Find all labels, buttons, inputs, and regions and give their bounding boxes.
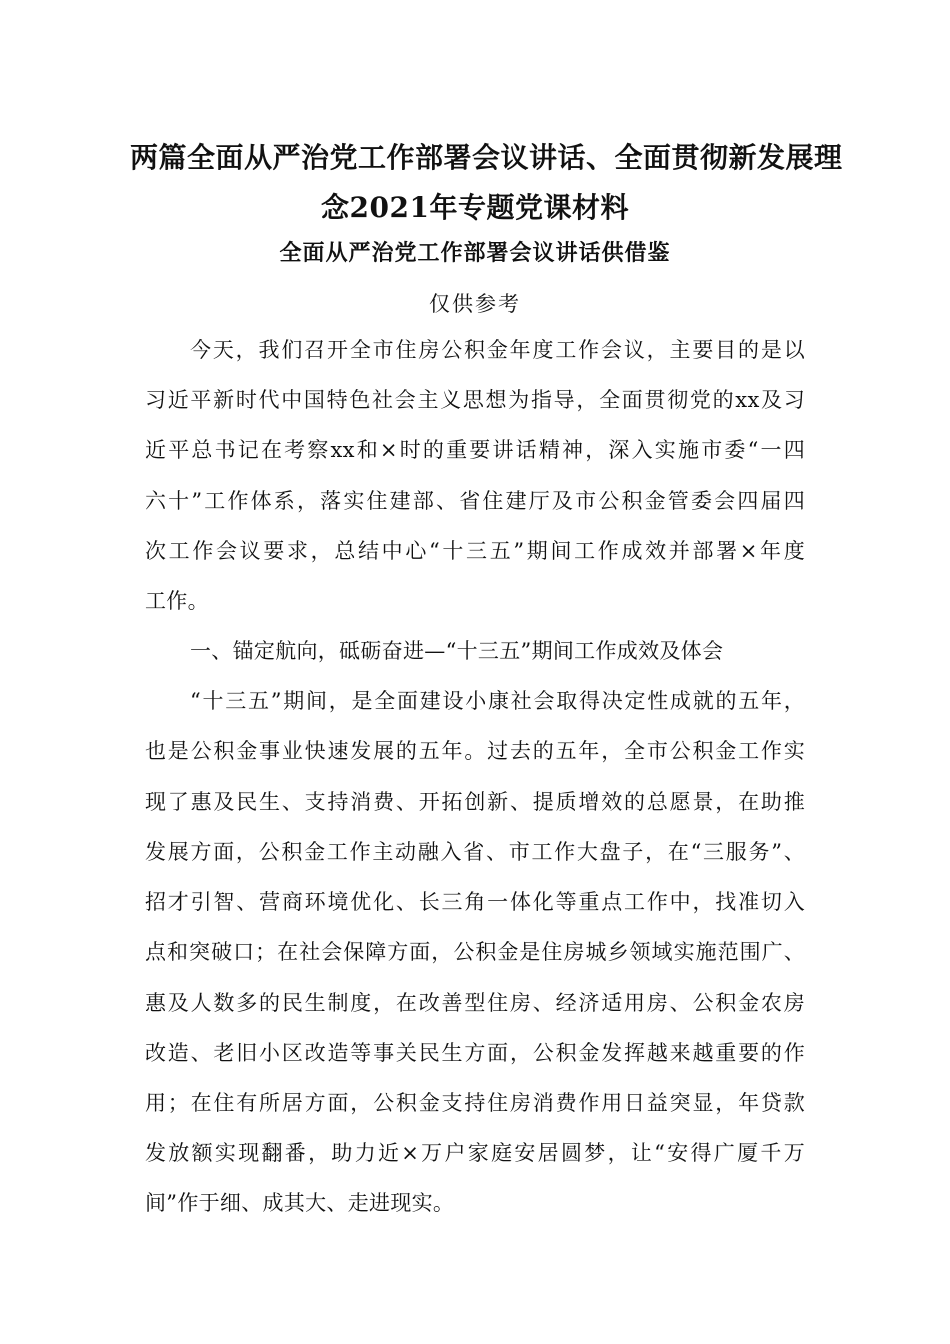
body-line: 发放额实现翻番，助力近×万户家庭安居圆梦，让“安得广厦千万 xyxy=(145,1141,805,1165)
body-line: 间”作于细、成其大、走进现实。 xyxy=(145,1191,455,1215)
body-line: 惠及人数多的民生制度，在改善型住房、经济适用房、公积金农房 xyxy=(145,991,805,1015)
document-title-line-1: 两篇全面从严治党工作部署会议讲话、全面贯彻新发展理 xyxy=(130,141,843,174)
body-line: 现了惠及民生、支持消费、开拓创新、提质增效的总愿景，在助推 xyxy=(145,790,805,814)
body-line: 改造、老旧小区改造等事关民生方面，公积金发挥越来越重要的作 xyxy=(145,1041,805,1065)
body-line: 用；在住有所居方面，公积金支持住房消费作用日益突显，年贷款 xyxy=(145,1091,805,1115)
body-line: 也是公积金事业快速发展的五年。过去的五年，全市公积金工作实 xyxy=(145,739,805,763)
body-line: 发展方面，公积金工作主动融入省、市工作大盘子，在“三服务”、 xyxy=(145,840,805,864)
body-line: 工作。 xyxy=(145,589,209,613)
reference-note: 仅供参考 xyxy=(429,292,521,316)
body-line: 次工作会议要求，总结中心“十三五”期间工作成效并部署×年度 xyxy=(145,539,805,563)
section-heading: 一、锚定航向，砥砺奋进—“十三五”期间工作成效及体会 xyxy=(190,639,724,663)
document-title-line-2: 念2021年专题党课材料 xyxy=(321,191,629,224)
body-line: 六十”工作体系，落实住建部、省住建厅及市公积金管委会四届四 xyxy=(145,489,805,513)
section-subtitle: 全面从严治党工作部署会议讲话供借鉴 xyxy=(279,240,671,266)
body-line: 招才引智、营商环境优化、长三角一体化等重点工作中，找准切入 xyxy=(145,890,805,914)
body-line: “十三五”期间，是全面建设小康社会取得决定性成就的五年， xyxy=(190,689,805,713)
body-line: 点和突破口；在社会保障方面，公积金是住房城乡领域实施范围广、 xyxy=(145,940,805,964)
body-line: 今天，我们召开全市住房公积金年度工作会议，主要目的是以 xyxy=(190,338,805,362)
body-line: 近平总书记在考察xx和×时的重要讲话精神，深入实施市委“一四 xyxy=(145,438,805,462)
body-line: 习近平新时代中国特色社会主义思想为指导，全面贯彻党的xx及习 xyxy=(145,388,805,412)
